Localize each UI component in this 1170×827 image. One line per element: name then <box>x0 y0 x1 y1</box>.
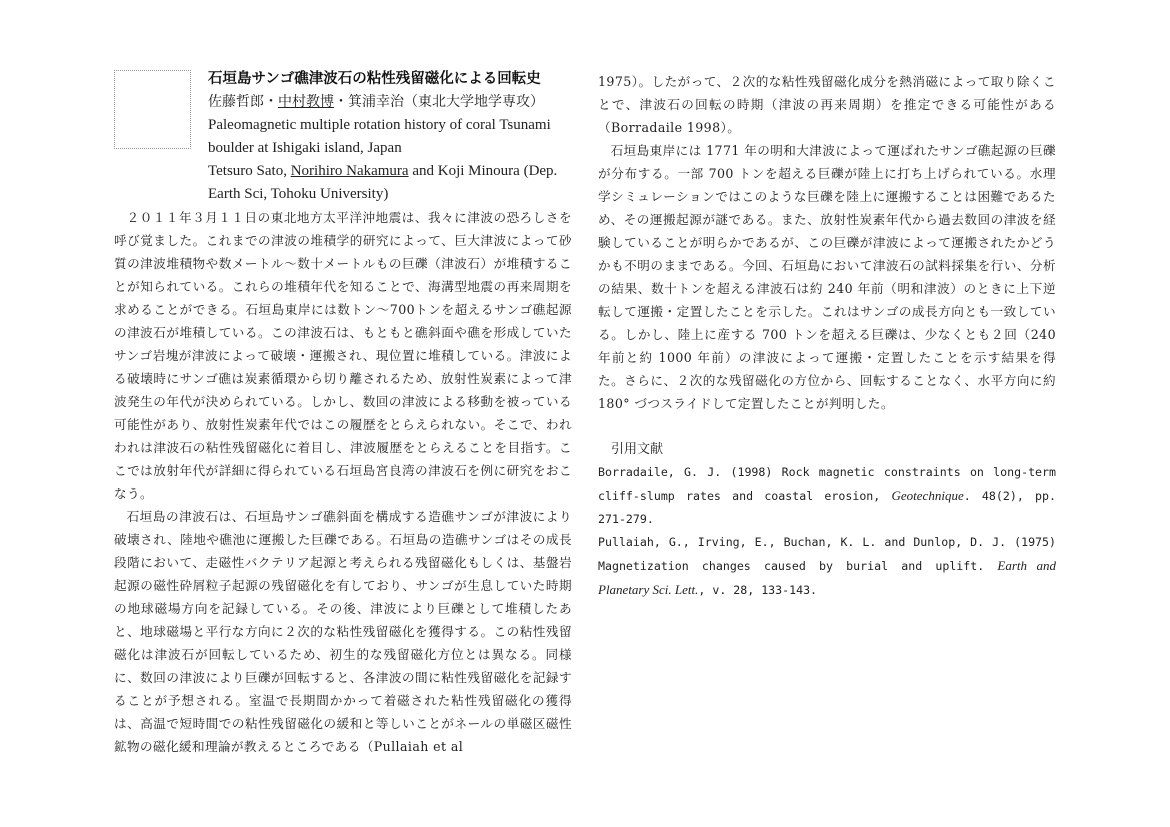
ref1-authors-title: Borradaile, G. J. (1998) Rock magnetic constraints on long-term cliff-slump rates and coastal erosion, <box>598 465 1056 503</box>
ref1-volume-pages: . 48(2), pp. 271-279. <box>598 489 1056 526</box>
authors-en-part-1: Tetsuro Sato, <box>208 163 291 179</box>
ref2-volume-pages: , v. 28, 133-143. <box>698 583 818 597</box>
right-column <box>598 70 1056 602</box>
authors-ja-part-2: ・箕浦幸治（東北大学地学専攻） <box>334 94 544 110</box>
presenting-author-ja: 中村教博 <box>278 94 334 110</box>
abstract-header <box>114 68 572 206</box>
paragraph-1: ２０１１年３月１１日の東北地方太平洋沖地震は、我々に津波の恐ろしさを呼び覚ました。これまでの津波の堆積学的研究によって、巨大津波によって砂質の津波堆積物や数メートル〜数十メートルもの巨礫（津波石）が堆積することが知られている。これらの堆積年代を知ることで、海溝型地震の再来周期を求めることができる。石垣島東岸には数トン〜700トンを超えるサンゴ礁起源の津波石が堆積している。この津波石は、もともと礁斜面や礁を形成していたサンゴ岩塊が津波によって破壊・運搬され、現位置に堆積している。津波による破壊時にサンゴ礁は炭素循環から切り離されるため、放射性炭素によって津波発生の年代が決められている。しかし、数回の津波による移動を被っている可能性があり、放射性炭素年代ではこの履歴をとらえられない。そこで、われわれは津波石の粘性残留磁化に着目し、津波履歴をとらえることを目指す。ここでは放射年代が詳細に得られている石垣島宮良湾の津波石を例に研究をおこなう。 <box>114 210 572 501</box>
authors-ja-part-1: 佐藤哲郎・ <box>208 94 278 110</box>
left-column <box>114 68 572 758</box>
authors-japanese <box>208 91 572 114</box>
ref1-journal: Geotechnique <box>891 488 964 503</box>
author-photo-placeholder <box>114 70 191 149</box>
title-english: Paleomagnetic multiple rotation history of coral Tsunami boulder at Ishigaki island, Japan <box>208 117 551 156</box>
title-japanese: 石垣島サンゴ礁津波石の粘性残留磁化による回転史 <box>208 71 541 87</box>
paragraph-3: 石垣島東岸には 1771 年の明和大津波によって運ばれたサンゴ礁起源の巨礫が分布する。一部 700 トンを超える巨礫が陸上に打ち上げられている。水理学シミュレーションではこのような巨礫を陸上に運搬することは困難であるため、その運搬起源が謎である。また、放射性炭素年代から過去数回の津波を経験していることが明らかであるが、この巨礫が津波によって運搬されたかどうかも不明のままである。今回、石垣島において津波石の試料採集を行い、分析の結果、数十トンを超える津波石は約 240 年前（明和津波）のときに上下逆転して運搬・定置したことを示した。これはサンゴの成長方向とも一致している。しかし、陸上に産する 700 トンを超える巨礫は、少なくとも２回（240 年前と約 1000 年前）の津波によって運搬・定置したことを示す結果を得た。さらに、２次的な残留磁化の方位から、回転することなく、水平方向に約 180° づつスライドして定置したことが判明した。 <box>598 143 1056 411</box>
authors-english <box>208 160 572 206</box>
paragraph-2: 石垣島の津波石は、石垣島サンゴ礁斜面を構成する造礁サンゴが津波により破壊され、陸地や礁池に運搬した巨礫である。石垣島の造礁サンゴはその成長段階において、走磁性バクテリア起源と考えられる残留磁化もしくは、基盤岩起源の磁性砕屑粒子起源の残留磁化を有しており、サンゴが生息していた時期の地球磁場方向を記録している。その後、津波により巨礫として堆積したあと、地球磁場と平行な方向に２次的な粘性残留磁化を獲得する。この粘性残留磁化は津波石が回転しているため、初生的な残留磁化方位とは異なる。同様に、数回の津波により巨礫が回転すると、各津波の間に粘性残留磁化を記録することが予想される。室温で長期間かかって着磁された粘性残留磁化の獲得は、高温で短時間での粘性残留磁化の緩和と等しいことがネールの単磁区磁性鉱物の磁化緩和理論が教えるところである（Pullaiah et al <box>114 509 572 754</box>
references-heading: 引用文献 <box>611 442 664 457</box>
ref2-authors-title: Pullaiah, G., Irving, E., Buchan, K. L. and Dunlop, D. J. (1975) Magnetization changes caused by burial and uplift. <box>598 535 1056 573</box>
paragraph-2-continued: 1975）。したがって、２次的な粘性残留磁化成分を熱消磁によって取り除くことで、津波石の回転の時期（津波の再来周期）を推定できる可能性がある（Borradaile 1998）。 <box>598 74 1056 135</box>
ref2-journal: Earth and Planetary Sci. Lett. <box>598 558 1056 597</box>
authors-en-part-2: and Koji Minoura (Dep. Earth Sci, Tohoku University) <box>208 163 558 202</box>
reference-borradaile <box>598 461 1056 531</box>
presenting-author-en: Norihiro Nakamura <box>290 163 409 179</box>
header-text <box>208 68 572 206</box>
reference-pullaiah <box>598 531 1056 602</box>
